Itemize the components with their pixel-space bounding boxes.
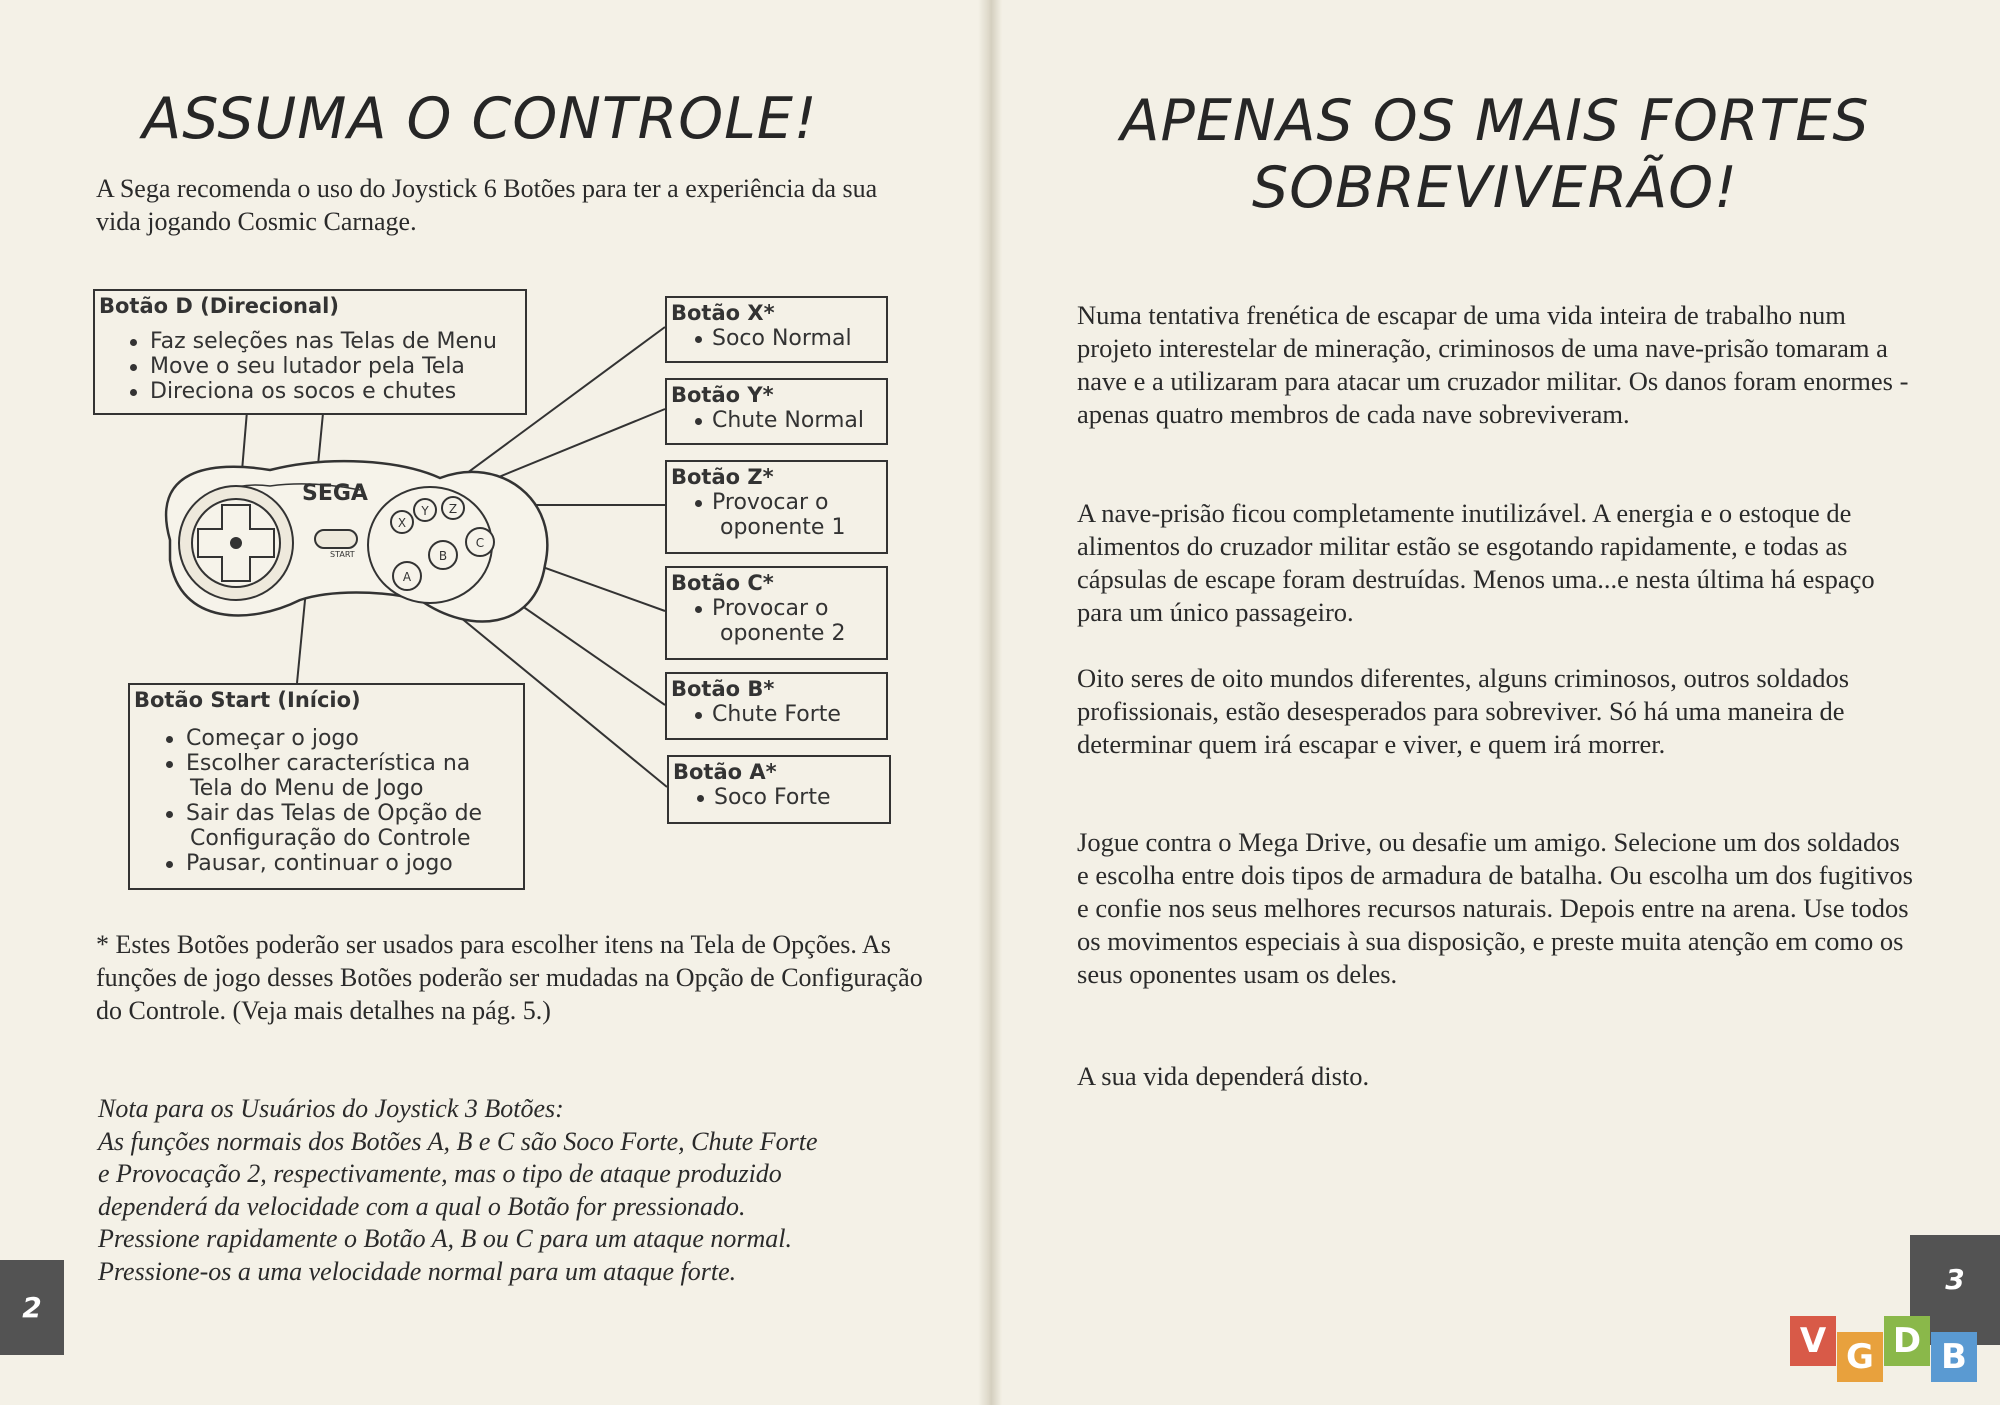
- button-x-title: Botão X*: [671, 301, 775, 325]
- button-b-function: Chute Forte: [712, 702, 886, 727]
- watermark-letter: B: [1931, 1332, 1977, 1382]
- story-paragraph: A sua vida dependerá disto.: [1077, 1061, 1370, 1091]
- button-x-function: Soco Normal: [712, 326, 886, 351]
- button-z-function: Provocar o: [712, 490, 886, 515]
- start-item-continuation: Configuração do Controle: [190, 826, 471, 851]
- dpad-item: Direciona os socos e chutes: [150, 379, 525, 404]
- start-item: Pausar, continuar o jogo: [186, 851, 523, 876]
- button-c-function: Provocar o: [712, 596, 886, 621]
- button-z-letter: Z: [448, 502, 458, 516]
- button-x-letter: X: [397, 516, 407, 530]
- note-line: Pressione rapidamente o Botão A, B ou C para um ataque normal.: [98, 1224, 793, 1253]
- dpad-box-title: Botão D (Direcional): [99, 294, 339, 318]
- story-paragraph: Jogue contra o Mega Drive, ou desafie um amigo. Selecione um dos soldados e escolha entre dois tipos de armadura de batalha. Ou escolha um dos fugitivos e confie nos seus melhores recursos naturais. Depois entre na arena. Use todos os movimentos especiais à sua disposição, e preste muita atenção em como os seus oponentes usam os deles.: [1077, 827, 1913, 989]
- note-line: Nota para os Usuários do Joystick 3 Botões:: [98, 1094, 564, 1123]
- sega-logo: SEGA: [302, 481, 368, 506]
- page-number-right: 3: [1910, 1235, 2000, 1345]
- watermark-letter: G: [1837, 1332, 1883, 1382]
- button-b-title: Botão B*: [671, 677, 775, 701]
- page-number-left: 2: [0, 1260, 64, 1355]
- start-box-title: Botão Start (Início): [134, 688, 361, 712]
- story-paragraph: Numa tentativa frenética de escapar de uma vida inteira de trabalho num projeto interestelar de mineração, criminosos de uma nave-prisão tomaram a nave e a utilizaram para atacar um cruzador militar. Os danos foram enormes -apenas quatro membros de cada nave sobreviveram.: [1077, 300, 1909, 429]
- button-y-function: Chute Normal: [712, 408, 886, 433]
- story-paragraph: Oito seres de oito mundos diferentes, alguns criminosos, outros soldados profissionais, estão desesperados para sobreviver. Só há uma maneira de determinar quem irá escapar e viver, e quem irá morrer.: [1077, 663, 1850, 759]
- start-item: Sair das Telas de Opção de: [186, 801, 523, 826]
- footnote: * Estes Botões poderão ser usados para escolher itens na Tela de Opções. As funções de jogo desses Botões poderão ser mudadas na Opção de Configuração do Controle. (Veja mais detalhes na pág. 5.): [96, 930, 923, 1025]
- note-line: As funções normais dos Botões A, B e C são Soco Forte, Chute Forte: [98, 1126, 818, 1156]
- start-item-continuation: Tela do Menu de Jogo: [190, 776, 424, 801]
- button-y-title: Botão Y*: [671, 383, 774, 407]
- story-paragraph: A nave-prisão ficou completamente inutilizável. A energia e o estoque de alimentos do cruzador militar estão se esgotando rapidamente, e todas as cápsulas de escape foram destruídas. Menos uma...e nesta última há espaço para um único passageiro.: [1077, 498, 1875, 627]
- dpad-item: Move o seu lutador pela Tela: [150, 354, 525, 379]
- button-z-title: Botão Z*: [671, 465, 774, 489]
- button-z-function-cont: oponente 1: [720, 515, 846, 540]
- note-line: e Provocação 2, respectivamente, mas o tipo de ataque produzido: [98, 1159, 782, 1188]
- start-item: Escolher característica na: [186, 751, 523, 776]
- right-title-line: SOBREVIVERÃO!: [1252, 155, 1738, 222]
- intro-text: A Sega recomenda o uso do Joystick 6 Botões para ter a experiência da sua vida jogando Cosmic Carnage.: [96, 174, 878, 236]
- button-a-function: Soco Forte: [714, 785, 889, 810]
- button-c-letter: C: [475, 536, 485, 550]
- button-a-title: Botão A*: [673, 760, 777, 784]
- right-page-title: [1060, 88, 1930, 223]
- note-line: Pressione-os a uma velocidade normal para um ataque forte.: [98, 1256, 737, 1286]
- button-b-letter: B: [438, 549, 448, 563]
- dpad-item: Faz seleções nas Telas de Menu: [150, 329, 525, 354]
- button-c-function-cont: oponente 2: [720, 621, 846, 646]
- watermark-letter: V: [1790, 1316, 1836, 1366]
- left-page-title: ASSUMA O CONTROLE!: [142, 86, 818, 152]
- start-item: Começar o jogo: [186, 726, 523, 751]
- button-c-title: Botão C*: [671, 571, 774, 595]
- button-a-letter: A: [402, 570, 412, 584]
- vgdb-watermark-logo: [1790, 1316, 1985, 1382]
- button-y-letter: Y: [421, 504, 429, 518]
- watermark-letter: D: [1884, 1316, 1930, 1366]
- note-line: dependerá da velocidade com a qual o Botão for pressionado.: [98, 1191, 746, 1221]
- right-title-line: APENAS OS MAIS FORTES: [1120, 88, 1870, 154]
- start-label: START: [330, 550, 355, 559]
